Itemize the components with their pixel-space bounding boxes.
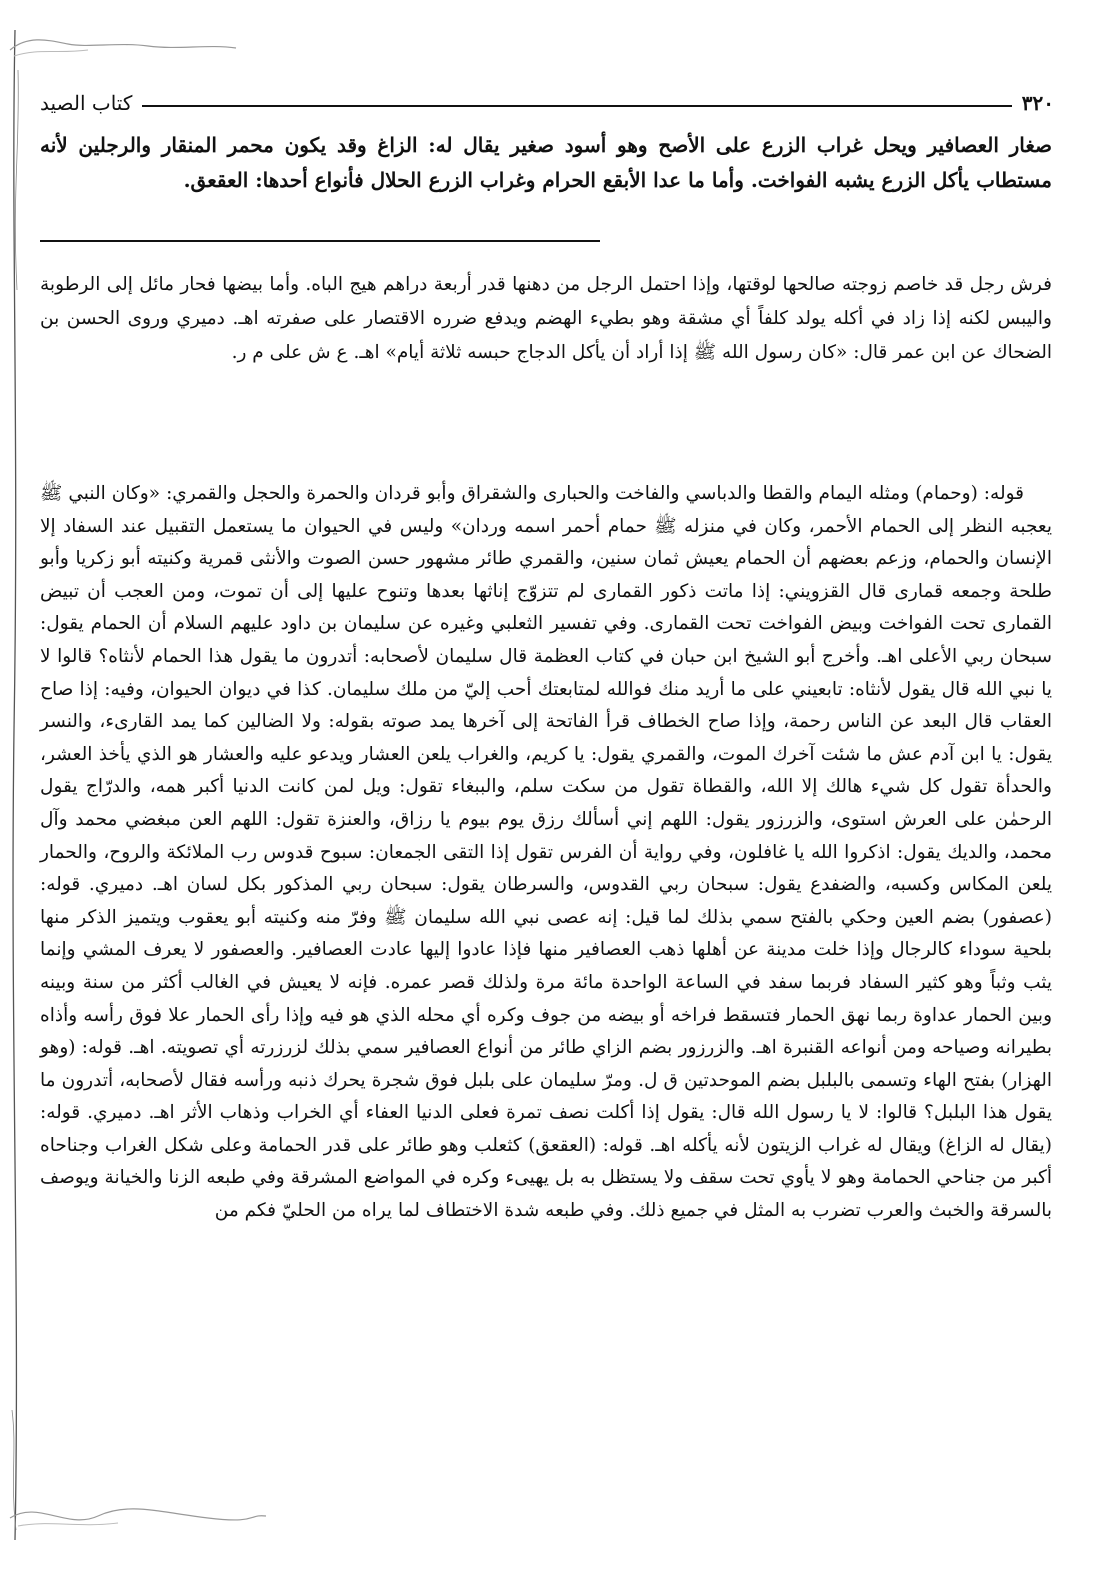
running-header [40,86,1054,120]
commentary-paragraph-2: قوله: (وحمام) ومثله اليمام والقطا والدباسي والفاخت والحبارى والشقراق وأبو قردان والحمرة والحجل والقمري: «وكان النبي ﷺ يعجبه النظر إلى الحمام الأحمر، وكان في منزله ﷺ حمام أحمر اسمه وردان» وليس في الحيوان ما يستعمل التقبيل عند السفاد إلا الإنسان والحمام، وزعم بعضهم أن الحمام يعيش ثمان سنين، والقمري طائر مشهور حسن الصوت والأنثى قمرية وكنيته أبو زكريا وأبو طلحة وجمعه قمارى قال القزويني: إذا ماتت ذكور القمارى لم تتزوّج إناثها بعدها وتنوح عليها إلى أن تموت، ومن العجب أن تبيض القمارى تحت الفواخت وبيض الفواخت تحت القمارى. وفي تفسير الثعلبي وغيره عن سليمان بن داود عليهم السلام أن الحمام يقول: سبحان ربي الأعلى اهـ. وأخرج أبو الشيخ ابن حبان في كتاب العظمة قال سليمان لأصحابه: أتدرون ما يقول هذا الحمام لأنثاه؟ قالوا لا يا نبي الله قال يقول لأنثاه: تابعيني على ما أريد منك فوالله لمتابعتك أحب إليّ من ملك سليمان. كذا في ديوان الحيوان، وفيه: إذا صاح العقاب قال البعد عن الناس رحمة، وإذا صاح الخطاف قرأ الفاتحة إلى آخرها يمد صوته بقوله: ولا الضالين كما يمد القارىء، والنسر يقول: يا ابن آدم عش ما شئت آخرك الموت، والقمري يقول: يا كريم، والغراب يلعن العشار ويدعو عليه والعشار هو الذي يأخذ العشر، والحدأة تقول كل شيء هالك إلا الله، والقطاة تقول من سكت سلم، والببغاء تقول: ويل لمن كانت الدنيا أكبر همه، والدرّاج يقول الرحمٰن على العرش استوى، والزرزور يقول: اللهم إني أسألك رزق يوم بيوم يا رزاق، والعنزة تقول: اللهم العن مبغضي محمد وآل محمد، والديك يقول: اذكروا الله يا غافلون، وفي رواية أن الفرس تقول إذا التقى الجمعان: سبوح قدوس رب الملائكة والروح، والحمار يلعن المكاس وكسبه، والضفدع يقول: سبحان ربي القدوس، والسرطان يقول: سبحان ربي المذكور بكل لسان اهـ. دميري. قوله: (عصفور) بضم العين وحكي بالفتح سمي بذلك لما قيل: إنه عصى نبي الله سليمان ﷺ وفرّ منه وكنيته أبو يعقوب ويتميز الذكر منها بلحية سوداء كالرجال وإذا خلت مدينة عن أهلها ذهب العصافير منها فإذا عادوا إليها عادت العصافير. والعصفور لا يعرف المشي وإنما يثب وثباً وهو كثير السفاد فربما سفد في الساعة الواحدة مائة مرة ولذلك قصر عمره. فإنه لا يعيش في الغالب أكثر من سنة وبينه وبين الحمار عداوة ربما نهق الحمار فتسقط فراخه أو بيضه من جوف وكره أي محله الذي هو فيه وإذا رأى الحمار علا فوق رأسه وأذاه بطيرانه وصياحه ومن أنواعه القنبرة اهـ. والزرزور بضم الزاي طائر من أنواع العصافير سمي بذلك لزرزرته أي تصويته. اهـ. قوله: (وهو الهزار) بفتح الهاء وتسمى بالبلبل بضم الموحدتين ق ل. ومرّ سليمان على بلبل فوق شجرة يحرك ذنبه ورأسه فقال لأصحابه، أتدرون ما يقول هذا البلبل؟ قالوا: لا يا رسول الله قال: يقول إذا أكلت نصف تمرة فعلى الدنيا العفاء أي الخراب وذهاب الأثر اهـ. دميري. قوله: (يقال له الزاغ) ويقال له غراب الزيتون لأنه يأكله اهـ. قوله: (العقعق) كثعلب وهو طائر على قدر الحمامة وعلى شكل الغراب وجناحاه أكبر من جناحي الحمامة وهو لا يأوي تحت سقف ولا يستظل به بل يهيىء وكره في المواضع المشرقة وفي طبعه الزنا والخيانة ويوصف بالسرقة والخبث والعرب تضرب به المثل في جميع ذلك. وفي طبعه شدة الاختطاف لما يراه من الحليّ فكم من [40,483,1052,1222]
main-paragraph: صغار العصافير ويحل غراب الزرع على الأصح وهو أسود صغير يقال له: الزاغ وقد يكون محمر المنقار والرجلين لأنه مستطاب يأكل الزرع يشبه الفواخت. وأما ما عدا الأبقع الحرام وغراب الزرع الحلال فأنواع أحدها: العقعق. [40,133,1052,192]
commentary-block-1 [40,268,1052,370]
page-number: ٣٢٠ [1021,91,1054,115]
scan-artifact-top [8,30,238,70]
footnote-divider [40,240,600,242]
commentary-paragraph-1: فرش رجل قد خاصم زوجته صالحها لوقتها، وإذا احتمل الرجل من دهنها قدر أربعة دراهم هيج الباه. وأما بيضها فحار مائل إلى الرطوبة واليبس لكنه إذا زاد في أكله يولد كلفاً أي مشقة وهو بطيء الهضم ويدفع ضرره الاقتصار على صفرته اهـ. دميري وروى الحسن بن الضحاك عن ابن عمر قال: «كان رسول الله ﷺ إذا أراد أن يأكل الدجاج حبسه ثلاثة أيام» اهـ. ع ش على م ر. [40,274,1052,363]
header-rule [142,105,1011,107]
main-text [40,128,1052,198]
book-title: كتاب الصيد [40,91,133,115]
scan-artifact-bottom [8,1490,268,1540]
commentary-block-2 [40,478,1052,1228]
page-binding-edge [8,30,22,1540]
